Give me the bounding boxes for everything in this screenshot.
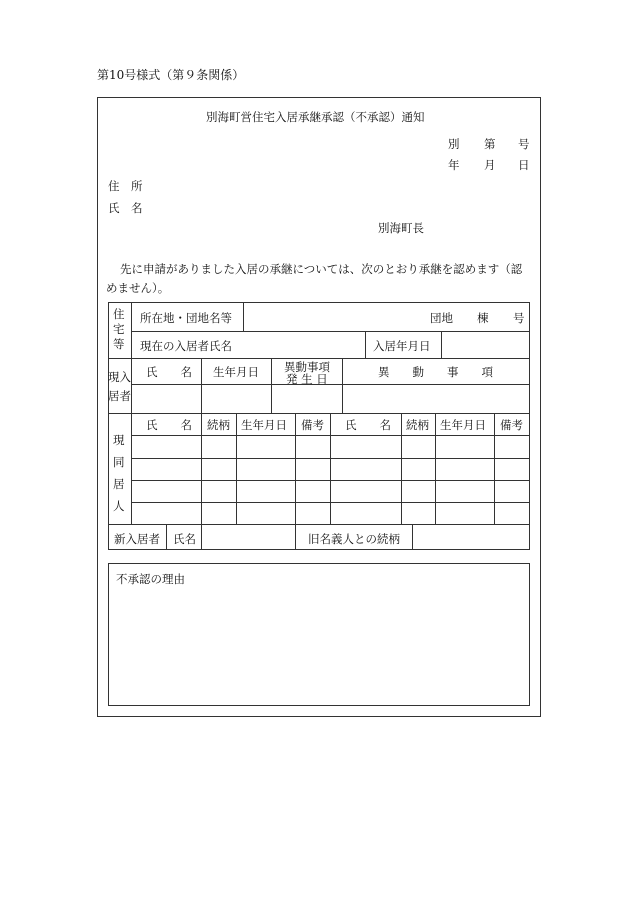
current-tenant-name-label: 現在の入居者氏名 [140,339,232,353]
name-label: 氏 名 [108,201,143,215]
cohabitant-header-birth-2: 生年月日 [440,418,486,432]
housing-group-label-2: 宅 [113,322,125,336]
body-text-line1: 先に申請がありました入居の承継については、次のとおり承継を認めます（認 [120,262,523,276]
cohabitant-header-name-2: 氏 名 [345,418,391,432]
current-tenant-group-label-1: 現入 [108,370,131,384]
address-label: 住 所 [108,179,143,193]
relation-to-former-label: 旧名義人との続柄 [308,532,400,546]
danchi-label: 団地 [430,311,453,325]
cohabitant-header-relation-2: 続柄 [406,418,429,432]
ref-dai: 第 [484,137,496,151]
reason-label: 不承認の理由 [116,572,185,586]
new-tenant-name-label: 氏名 [173,532,196,546]
cohabitant-group-label-1: 現 [113,433,125,447]
cohabitant-header-note-2: 備考 [500,418,523,432]
body-text-line2: めません）。 [106,281,170,295]
go-label: 号 [513,311,525,325]
date-day: 日 [518,158,530,172]
issuer: 別海町長 [378,221,424,235]
cohabitant-group-label-3: 居 [113,477,125,491]
change-label: 異 動 事 項 [378,365,493,379]
tenant-birth-label: 生年月日 [213,365,259,379]
change-date-label-2: 発 生 日 [286,372,328,386]
location-label: 所在地・団地名等 [140,311,232,325]
housing-group-label-1: 住 [113,307,125,321]
tenant-name-label: 氏 名 [146,365,192,379]
date-year: 年 [448,158,460,172]
current-tenant-group-label-2: 居者 [108,389,131,403]
date-month: 月 [484,158,496,172]
mune-label: 棟 [477,311,489,325]
cohabitant-group-label-4: 人 [113,499,125,513]
new-tenant-label: 新入居者 [114,532,160,546]
ref-go: 号 [518,137,530,151]
cohabitant-header-relation-1: 続柄 [207,418,230,432]
cohabitant-header-birth-1: 生年月日 [241,418,287,432]
change-date-label-1: 異動事項 [284,360,330,374]
details-table [108,302,530,550]
housing-group-label-3: 等 [113,337,125,351]
move-in-date-label: 入居年月日 [373,339,431,353]
ref-bessatsu: 別 [448,137,460,151]
cohabitant-group-label-2: 同 [113,455,125,469]
document-title: 別海町営住宅入居承継承認（不承認）通知 [206,110,425,124]
reason-box [108,563,530,706]
cohabitant-header-note-1: 備考 [301,418,324,432]
form-number: 第10号様式（第９条関係） [97,68,245,82]
cohabitant-header-name-1: 氏 名 [146,418,192,432]
